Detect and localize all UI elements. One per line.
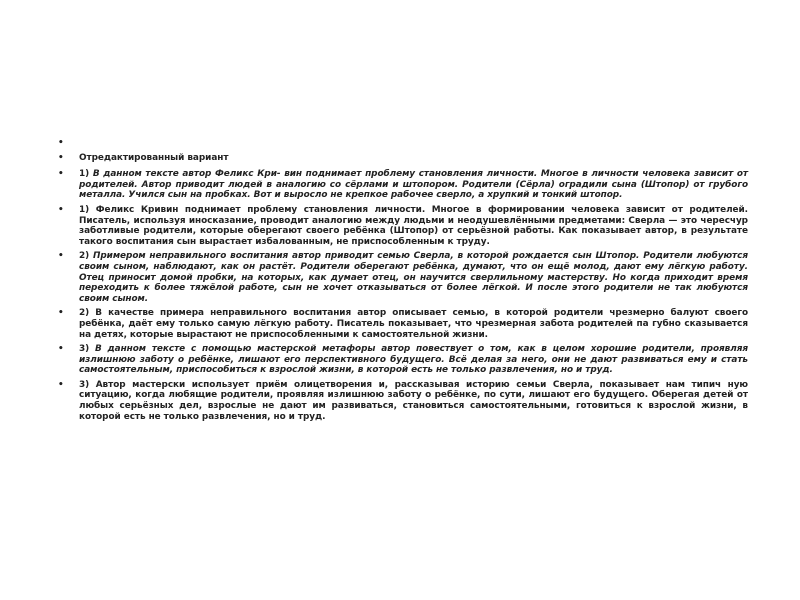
list-item-variant-3	[58, 344, 748, 376]
bullet-icon: •	[58, 138, 64, 148]
item-number: 2)	[79, 251, 90, 262]
item-number: 2)	[79, 308, 90, 319]
list-item-variant-3-edited	[58, 380, 748, 422]
item-number: 3)	[79, 344, 90, 355]
list-item-blank	[58, 138, 748, 149]
slide-content	[58, 138, 748, 426]
list-item-variant-1-edited	[58, 205, 748, 247]
bullet-icon: •	[58, 308, 64, 319]
list-item-title	[58, 153, 748, 164]
bullet-icon: •	[58, 169, 64, 180]
item-text: В данном тексте автор Феликс Кри- вин поднимает проблему становления личности. Многое в личности человека зависит от родителей. Автор приводит людей в аналогию со сёрлами и штопором. Родители (Сёрла) оградили сына (Штопор) от грубого металла. Учился сын на пробках. Вот и выросло не крепкое рабочее сверло, а хрупкий и тонкий штопор.	[79, 169, 748, 201]
bullet-icon: •	[58, 204, 64, 215]
item-number: 1)	[79, 204, 90, 215]
list-item-variant-2-edited	[58, 308, 748, 340]
list-item-variant-1	[58, 169, 748, 201]
section-title: Отредактированный вариант	[79, 152, 229, 163]
bullet-icon: •	[58, 251, 64, 262]
bullet-icon: •	[58, 379, 64, 390]
list-item-variant-2	[58, 251, 748, 304]
item-text: Примером неправильного воспитания автор приводит семью Сверла, в которой рождается сын Штопор. Родители любуются своим сыном, наблюдают, как он растёт. Родители оберегают ребёнка, думают, что он ещё молод, дают ему лёгкую работу. Отец приносит домой пробки, на которых, как думает отец, он научится сверлильному мастерству. Но когда приходит время переходить к более тяжёлой работе, сын не хочет отказываться от более лёгкой. И после этого родители не так любуются своим сыном.	[79, 251, 748, 304]
item-text: Феликс Кривин поднимает проблему становления личности. Многое в формировании человека зависит от родителей. Писатель, используя иносказание, проводит аналогию между людьми и неодушевлёнными предметами: Сверла — это чересчур заботливые родители, которые оберегают своего ребёнка (Штопор) от серьёзной работы. Как показывает автор, в результате такого воспитания сын вырастает избалованным, не приспособленным к труду.	[79, 204, 748, 247]
item-text: В качестве примера неправильного воспитания автор описывает семью, в которой родители чрезмерно балуют своего ребёнка, даёт ему только самую лёгкую работу. Писатель показывает, что чрезмерная забота родителей па губно сказывается на детях, которые вырастают не приспособленными к самостоятельной жизни.	[79, 308, 748, 340]
bullet-icon: •	[58, 344, 64, 355]
bullet-icon: •	[58, 152, 64, 163]
item-text: В данном тексте с помощью мастерской метафоры автор повествует о том, как в целом хорошие родители, проявляя излишнюю заботу о ребёнке, лишают его перспективного будущего. Всё делая за него, они не дают развиваться ему и стать самостоятельным, приспособиться к взрослой жизни, в которой есть не только развлечения, но и труд.	[79, 344, 748, 376]
item-number: 1)	[79, 169, 90, 180]
bullet-list	[58, 138, 748, 422]
item-text: Автор мастерски использует приём олицетворения и, рассказывая историю семьи Сверла, показывает нам типич ную ситуацию, когда любящие родители, проявляя излишнюю заботу о ребёнке, по сути, лишают его будущего. Оберегая детей от любых серьёзных дел, взрослые не дают им развиваться, становиться самостоятельными, готовиться к взрослой жизни, в которой есть не только развлечения, но и труд.	[79, 379, 749, 422]
item-number: 3)	[79, 379, 90, 390]
